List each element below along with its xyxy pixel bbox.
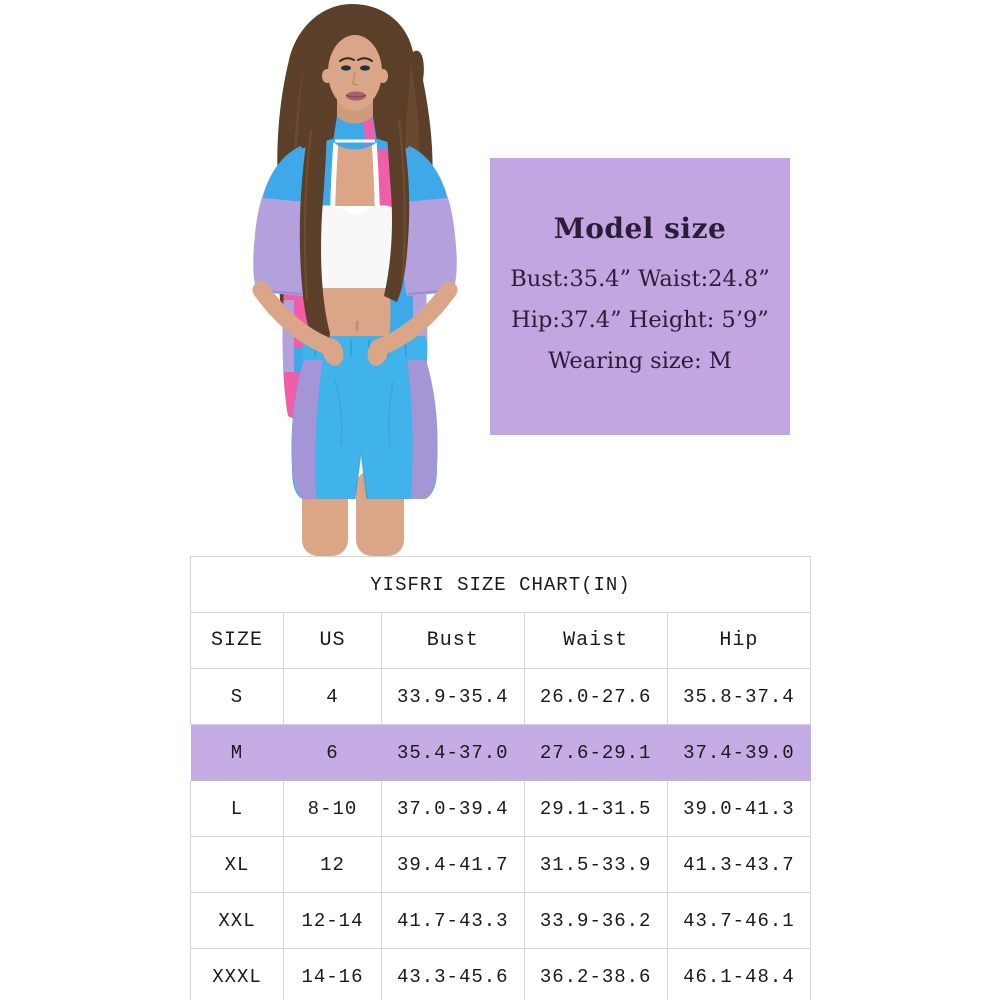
cell-us: 8-10 xyxy=(284,781,382,837)
shorts xyxy=(291,336,437,499)
cell-bust: 35.4-37.0 xyxy=(381,725,524,781)
cell-waist: 31.5-33.9 xyxy=(524,837,667,893)
size-row-l xyxy=(191,781,811,837)
crop-top xyxy=(317,205,393,295)
cell-hip: 43.7-46.1 xyxy=(667,893,810,949)
cell-hip: 35.8-37.4 xyxy=(667,669,810,725)
cell-size: S xyxy=(191,669,284,725)
col-header-size: SIZE xyxy=(191,613,284,669)
cell-bust: 33.9-35.4 xyxy=(381,669,524,725)
cell-us: 6 xyxy=(284,725,382,781)
size-row-xl xyxy=(191,837,811,893)
model-midriff xyxy=(320,288,391,338)
cell-bust: 43.3-45.6 xyxy=(381,949,524,1000)
model-photo xyxy=(185,0,505,556)
cell-waist: 29.1-31.5 xyxy=(524,781,667,837)
cell-hip: 41.3-43.7 xyxy=(667,837,810,893)
cell-us: 12 xyxy=(284,837,382,893)
model-size-bust-waist: Bust:35.4” Waist:24.8” xyxy=(510,265,770,292)
cell-size: XXXL xyxy=(191,949,284,1000)
cell-hip: 46.1-48.4 xyxy=(667,949,810,1000)
col-header-waist: Waist xyxy=(524,613,667,669)
cell-us: 14-16 xyxy=(284,949,382,1000)
cell-size: M xyxy=(191,725,284,781)
cell-size: XL xyxy=(191,837,284,893)
model-size-hip-height: Hip:37.4” Height: 5’9” xyxy=(511,306,769,333)
size-row-xxxl xyxy=(191,949,811,1000)
size-row-m xyxy=(191,725,811,781)
cell-bust: 39.4-41.7 xyxy=(381,837,524,893)
cell-bust: 37.0-39.4 xyxy=(381,781,524,837)
col-header-bust: Bust xyxy=(381,613,524,669)
cell-waist: 33.9-36.2 xyxy=(524,893,667,949)
size-chart-header-row xyxy=(191,613,811,669)
size-row-s xyxy=(191,669,811,725)
cell-waist: 27.6-29.1 xyxy=(524,725,667,781)
cell-us: 4 xyxy=(284,669,382,725)
size-chart xyxy=(190,556,811,1000)
cell-size: L xyxy=(191,781,284,837)
model-size-box xyxy=(490,158,790,435)
cell-size: XXL xyxy=(191,893,284,949)
cell-waist: 26.0-27.6 xyxy=(524,669,667,725)
cell-hip: 39.0-41.3 xyxy=(667,781,810,837)
model-size-title: Model size xyxy=(553,211,727,245)
col-header-us: US xyxy=(284,613,382,669)
cell-us: 12-14 xyxy=(284,893,382,949)
col-header-hip: Hip xyxy=(667,613,810,669)
size-chart-title-row xyxy=(191,557,811,613)
size-chart-title: YISFRI SIZE CHART(IN) xyxy=(191,557,811,613)
size-row-xxl xyxy=(191,893,811,949)
cell-waist: 36.2-38.6 xyxy=(524,949,667,1000)
cell-hip: 37.4-39.0 xyxy=(667,725,810,781)
size-chart-table xyxy=(190,556,811,1000)
model-size-wearing: Wearing size: M xyxy=(548,347,732,374)
cell-bust: 41.7-43.3 xyxy=(381,893,524,949)
